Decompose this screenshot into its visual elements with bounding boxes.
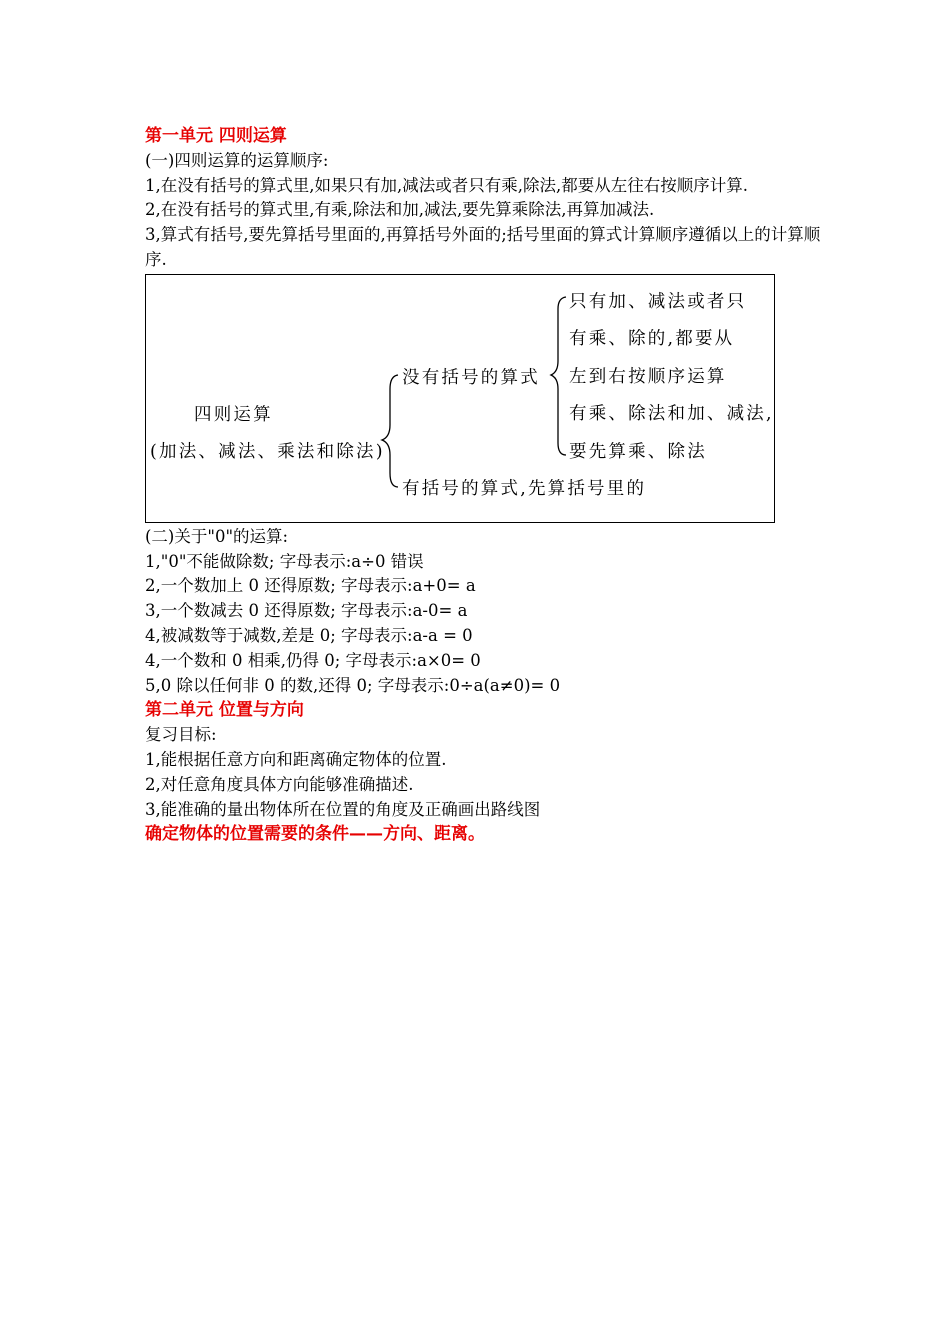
rule-1: 1,在没有括号的算式里,如果只有加,减法或者只有乘,除法,都要从左往右按顺序计算. [145,175,748,195]
goal-item: 3,能准确的量出物体所在位置的角度及正确画出路线图 [145,799,541,819]
rule-2: 2,在没有括号的算式里,有乘,除法和加,减法,要先算乘除法,再算加减法. [145,200,655,220]
goal-item: 1,能根据任意方向和距离确定物体的位置. [145,749,447,769]
diagram-root-title: 四则运算 [194,404,273,425]
zero-rule: 4,被减数等于减数,差是 0; 字母表示:a-a = 0 [145,625,473,645]
unit2-heading: 第二单元 位置与方向 [145,700,304,721]
diagram-leaf-line: 只有加、减法或者只 [569,291,747,312]
document-body [145,124,825,847]
goal-item: 2,对任意角度具体方向能够准确描述. [145,774,414,794]
brace-root [382,375,398,487]
diagram-branch-paren: 有括号的算式,先算括号里的 [402,478,647,499]
diagram-leaf-line: 有乘、除的,都要从 [569,328,735,349]
rule-3: 3,算式有括号,要先算括号里面的,再算括号外面的;括号里面的算式计算顺序遵循以上的计算顺序. [145,225,821,269]
zero-rule: 4,一个数和 0 相乘,仍得 0; 字母表示:a×0= 0 [145,650,481,670]
zero-rule: 5,0 除以任何非 0 的数,还得 0; 字母表示:0÷a(a≠0)= 0 [145,675,561,695]
zero-rule: 3,一个数减去 0 还得原数; 字母表示:a-0= a [145,601,468,621]
zero-rule: 2,一个数加上 0 还得原数; 字母表示:a+0= a [145,576,476,596]
diagram-root-subtitle: (加法、减法、乘法和除法) [150,441,385,462]
unit1-heading: 第一单元 四则运算 [145,126,287,146]
brace-leaf [551,297,566,455]
diagram-leaf-line: 左到右按顺序运算 [569,366,727,387]
order-diagram [145,274,775,523]
key-point: 确定物体的位置需要的条件——方向、距离。 [145,824,485,845]
zero-rule: 1,"0"不能做除数; 字母表示:a÷0 错误 [145,551,424,571]
diagram-branch-no-paren: 没有括号的算式 [402,367,540,388]
diagram-leaf-line: 要先算乘、除法 [569,441,707,462]
section-title-zero: (二)关于"0"的运算: [145,526,289,546]
diagram-leaf-line: 有乘、除法和加、减法, [569,403,774,424]
goals-title: 复习目标: [145,725,217,745]
section-title-order: (一)四则运算的运算顺序: [145,150,329,170]
